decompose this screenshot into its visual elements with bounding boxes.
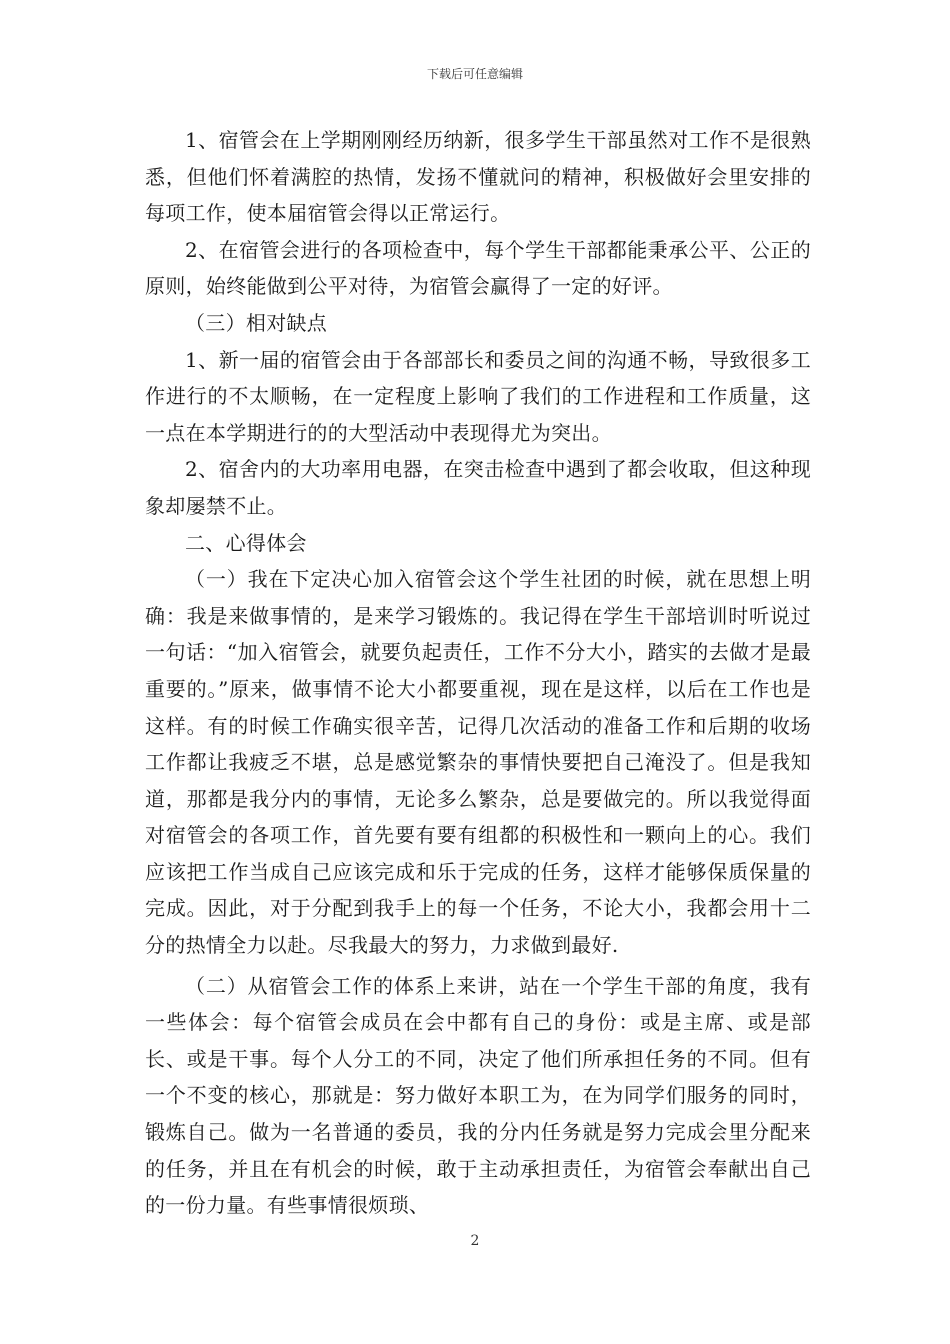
paragraph-reflection-1: （一）我在下定决心加入宿管会这个学生社团的时候，就在思想上明确：我是来做事情的，是来学习锻炼的。我记得在学生干部培训时听说过一句话：“加入宿管会，就要负起责任，工作不分大小，踏实的去做才是最重要的。”原来，做事情不论大小都要重视，现在是这样，以后在工作也是这样。有的时候工作确实很辛苦，记得几次活动的准备工作和后期的收场工作都让我疲乏不堪，总是感觉繁杂的事情快要把自己淹没了。但是我知道，那都是我分内的事情，无论多么繁杂，总是要做完的。所以我觉得面对宿管会的各项工作，首先要有要有组都的积极性和一颗向上的心。我们应该把工作当成自己应该完成和乐于完成的任务，这样才能够保质保量的完成。因此，对于分配到我手上的每一个任务，不论大小，我都会用十二分的热情全力以赴。尽我最大的努力，力求做到最好. bbox=[145, 567, 811, 958]
page-header: 下载后可任意编辑 bbox=[426, 67, 523, 81]
paragraph-weakness-2: 2、宿舍内的大功率用电器，在突击检查中遇到了都会收取，但这种现象却屡禁不止。 bbox=[145, 457, 811, 518]
paragraph-strength-2: 2、在宿管会进行的各项检查中，每个学生干部都能秉承公平、公正的原则，始终能做到公平对待，为宿管会赢得了一定的好评。 bbox=[145, 237, 811, 299]
paragraph-strength-1: 1、宿管会在上学期刚刚经历纳新，很多学生干部虽然对工作不是很熟悉，但他们怀着满腔的热情，发扬不懂就问的精神，积极做好会里安排的每项工作，使本届宿管会得以正常运行。 bbox=[145, 128, 811, 226]
section-heading-weaknesses: （三）相对缺点 bbox=[185, 310, 328, 335]
document-body bbox=[145, 122, 811, 1224]
page-number: 2 bbox=[470, 1233, 480, 1249]
paragraph-reflection-2: （二）从宿管会工作的体系上来讲，站在一个学生干部的角度，我有一些体会：每个宿管会成员在会中都有自己的身份：或是主席、或是部长、或是干事。每个人分工的不同，决定了他们所承担任务的不同。但有一个不变的核心，那就是：努力做好本职工为，在为同学们服务的同时，锻炼自己。做为一名普通的委员，我的分内任务就是努力完成会里分配来的任务，并且在有机会的时候，敢于主动承担责任，为宿管会奉献出自己的一份力量。有些事情很烦琐、 bbox=[145, 973, 811, 1218]
paragraph-weakness-1: 1、新一届的宿管会由于各部部长和委员之间的沟通不畅，导致很多工作进行的不太顺畅，在一定程度上影响了我们的工作进程和工作质量，这一点在本学期进行的的大型活动中表现得尤为突出。 bbox=[145, 347, 811, 445]
section-heading-reflections: 二、心得体会 bbox=[185, 530, 307, 555]
